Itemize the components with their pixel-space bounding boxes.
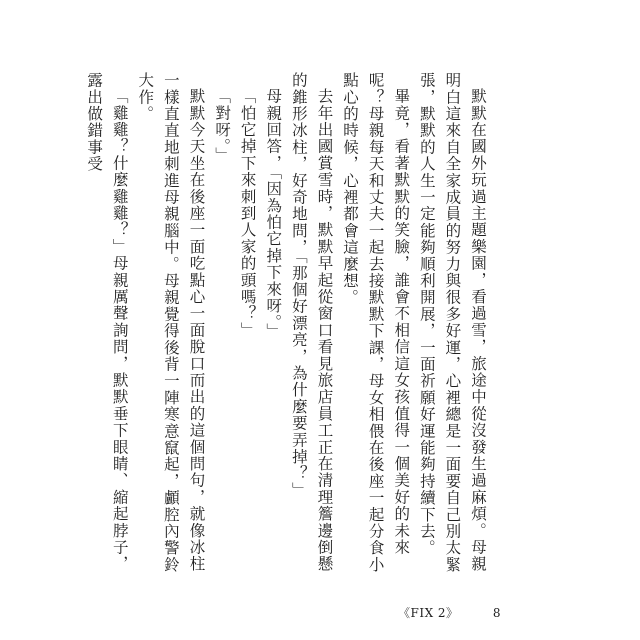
paragraph: 「怕它掉下來刺到人家的頭嗎？」 <box>238 87 257 338</box>
page-number: 8 <box>492 606 502 620</box>
book-title: 《FIX 2》 <box>398 606 459 620</box>
paragraph: 默默今天坐在後座一面吃點心一面脫口而出的這個問句，就像冰柱一樣直直地刺進母親腦中。母親覺得後背一陣寒意竄起，顱腔內警鈴大作。 <box>136 72 206 573</box>
paragraph: 「對呀。」 <box>213 87 232 164</box>
paragraph: 母親回答，「因為怕它掉下來呀。」 <box>264 87 283 340</box>
paragraph: 畢竟，看著默默的笑臉，誰會不相信這女孩值得一個美好的未來呢？母親每天和丈夫一起去接默默下課，母女相偎在後座一起分食小點心的時候，心裡都會這麼想。 <box>341 72 411 573</box>
paragraph: 去年出國賞雪時，默默早起從窗口看見旅店員工正在清理簷邊倒懸的錐形冰柱，好奇地問，「那個好漂亮，為什麼要弄掉？」 <box>289 72 334 572</box>
paragraph: 默默在國外玩過主題樂園，看過雪，旅途中從沒發生過麻煩。母親明白這來自全家成員的努力與很多好運，心裡總是一面要自己別太緊張，默默的人生一定能夠順利開展，一面祈願好運能夠持續下去。 <box>417 72 487 573</box>
paragraph: 「雞雞？什麼雞雞？」母親厲聲詢問，默默垂下眼睛、縮起脖子，露出做錯事受 <box>85 72 129 572</box>
page-footer <box>398 604 501 621</box>
body-text <box>81 72 491 587</box>
